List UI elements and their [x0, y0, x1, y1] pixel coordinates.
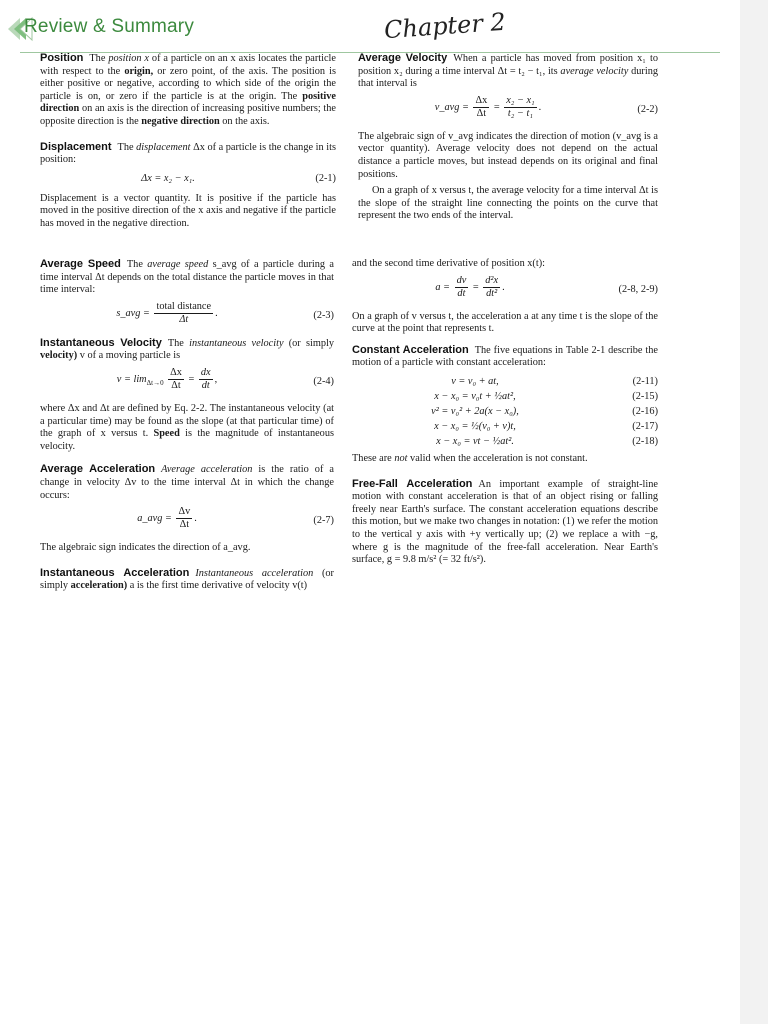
second-derivative-lead: and the second time derivative of position x(t): [352, 258, 546, 269]
instantaneous-velocity-paragraph: Instantaneous Velocity The instantaneous velocity (or simply velocity) v of a moving particle is [40, 336, 334, 362]
instantaneous-velocity-note: where Δx and Δt are defined by Eq. 2-2. The instantaneous velocity (at a particular time) may be found as the slope (at that particular time) of the graph of x versus t. Speed is the magnitude of instantaneous velocity. [40, 402, 334, 452]
right-column-bottom [352, 258, 658, 571]
acceleration-graph-note: On a graph of v versus t, the acceleration a at any time t is the slope of the curve at the point that represents t. [352, 310, 658, 335]
equation-2-3: s_avg = $\frac{\text{total distance}}{\Delta t}$ . (2-3) [116, 300, 334, 325]
equation-2-2: v_avg = $\frac{\Delta x}{\Delta t}$ = $\frac{\text{x₂ − x₁}}{\text{t₂ − t₁}}$ . (2-2) [434, 94, 658, 119]
free-fall-heading: Free-Fall Acceleration [352, 477, 473, 490]
average-speed-paragraph: Average Speed The average speed s_avg of a particle during a time interval Δt depends on the total distance the particle moves in that time interval: [40, 258, 334, 296]
equation-row: v = v₀ + at, (2-11) [451, 375, 658, 387]
position-paragraph: Position The position x of a particle on an x axis locates the particle with respect to the origin, or zero point, of the axis. The position is either positive or negative, according to which side of the origin the particle is on, or zero if the particle is at the origin. The positive direction on an axis is the direction of increasing positive numbers; the opposite direction is the negative direction on the axis. [40, 52, 336, 127]
position-heading: Position [40, 52, 84, 64]
equation-2-4: $v = \lim_{\Delta t\to 0}$ $\frac{\Delta x}{\Delta t}$ = $\frac{dx}{dt}$ , (2-4) [116, 366, 334, 391]
average-velocity-heading: Average Velocity [358, 52, 448, 64]
equation-2-8-2-9: a = $\frac{dv}{dt}$ = $\frac{\text{d²x}}{\text{dt²}}$ . (2-8, 2-9) [435, 274, 658, 299]
equation-2-1: Δx = x₂ − x₁. (2-1) [141, 172, 336, 184]
constant-acceleration-paragraph: Constant Acceleration The five equations in Table 2-1 describe the motion of a particle with constant acceleration: [352, 343, 658, 369]
left-column-bottom [40, 258, 334, 597]
displacement-note: Displacement is a vector quantity. It is positive if the particle has moved in the positive direction of the x axis and negative if the particle has moved in the negative direction. [40, 192, 336, 229]
average-velocity-sign-note: The algebraic sign of v_avg indicates the direction of motion (v_avg is a vector quantity). Average velocity does not depend on the actual distance a particle moves, but instead depends on its original and final positions. [358, 130, 658, 180]
left-column-top [40, 52, 336, 235]
page-margin-strip [740, 0, 768, 1024]
average-velocity-graph-note: On a graph of x versus t, the average velocity for a time interval Δt is the slope of the straight line connecting the points on the curve that represent the two ends of the interval. [358, 185, 658, 222]
constant-acceleration-heading: Constant Acceleration [352, 343, 469, 356]
displacement-paragraph: Displacement The displacement Δx of a particle is the change in its position: [40, 140, 336, 166]
average-speed-heading: Average Speed [40, 258, 121, 270]
free-fall-paragraph: Free-Fall Acceleration An important example of straight-line motion with constant acceleration is that of an object rising or falling freely near Earth's surface. The constant acceleration equations describe this motion, but we make two changes in notation: (1) we refer the motion to the vertical y axis with +y vertically up; (2) we replace a with −g, where g is the magnitude of the free-fall acceleration. Near Earth's surface, g = 9.8 m/s² (= 32 ft/s²). [352, 477, 658, 566]
page-title: Review & Summary [24, 16, 195, 37]
equation-row: x − x₀ = v₀t + ½at², (2-15) [434, 390, 658, 402]
right-column-top [358, 52, 658, 227]
handwritten-note: Chapter 2 [383, 7, 507, 45]
instantaneous-acceleration-paragraph: Instantaneous Acceleration Instantaneous acceleration (or simply acceleration) a is the first time derivative of velocity v(t) [40, 566, 334, 592]
average-acceleration-paragraph: Average Acceleration Average acceleration is the ratio of a change in velocity Δv to the time interval Δt in which the change occurs: [40, 463, 334, 501]
average-acceleration-note: The algebraic sign indicates the direction of a_avg. [40, 542, 251, 554]
constant-acceleration-note: These are not valid when the acceleration is not constant. [352, 452, 588, 464]
constant-acceleration-equations [352, 374, 658, 449]
average-acceleration-heading: Average Acceleration [40, 463, 156, 476]
section-header [0, 7, 740, 46]
equation-row: x − x₀ = vt − ½at². (2-18) [436, 435, 658, 447]
instantaneous-acceleration-heading: Instantaneous Acceleration [40, 566, 190, 579]
instantaneous-velocity-heading: Instantaneous Velocity [40, 336, 162, 349]
equation-2-7: a_avg = $\frac{\Delta v}{\Delta t}$ . (2-7) [137, 506, 334, 531]
equation-row: v² = v₀² + 2a(x − x₀), (2-16) [431, 405, 658, 417]
displacement-heading: Displacement [40, 140, 112, 153]
average-velocity-paragraph: Average Velocity When a particle has moved from position x₁ to position x₂ during a time interval Δt = t₂ − t₁, its average velocity during that interval is [358, 52, 658, 90]
equation-row: x − x₀ = ½(v₀ + v)t, (2-17) [434, 420, 658, 432]
